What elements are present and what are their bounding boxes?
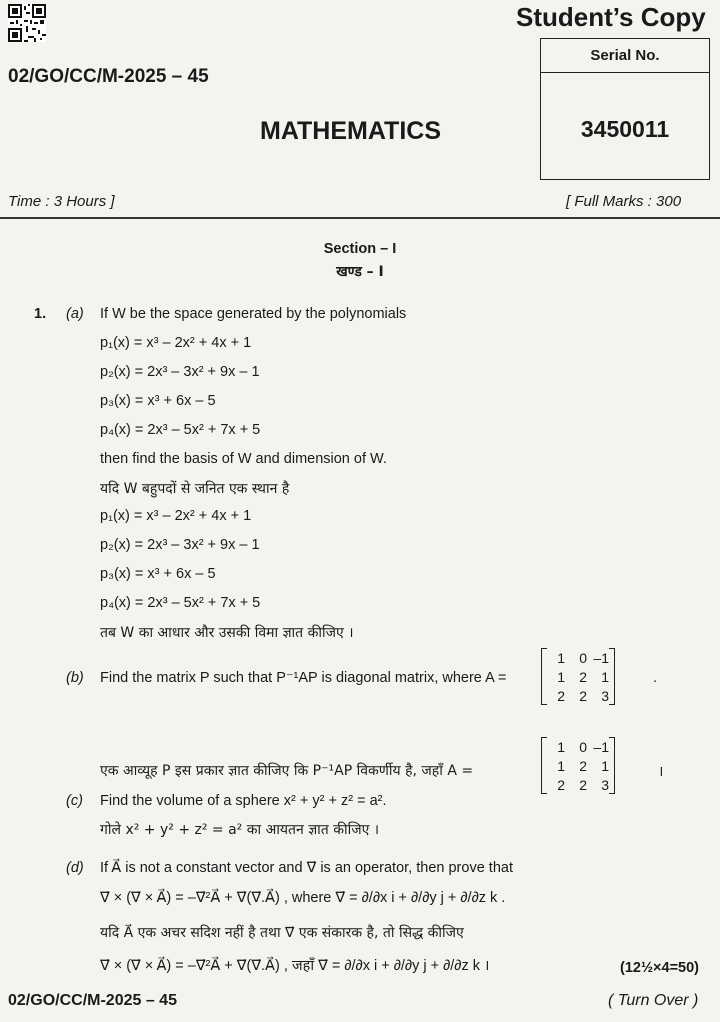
part-a-intro-hi: यदि W बहुपदों से जनित एक स्थान है (100, 481, 290, 497)
part-c-text-hi: गोले x² + y² + z² = a² का आयतन ज्ञात कीजिए । (100, 822, 380, 838)
matrix-cell: 2 (557, 776, 565, 793)
footer-paper-code: 02/GO/CC/M-2025 – 45 (8, 992, 177, 1009)
part-d-formula-en: ∇⃗ × (∇⃗ × A⃗) = –∇⃗²A⃗ + ∇⃗(∇⃗.A⃗) , where ∇⃗ = ∂/∂x i + ∂/∂y j + ∂/∂z k . (100, 890, 506, 906)
serial-box (540, 38, 710, 180)
part-b-text-hi: एक आव्यूह P इस प्रकार ज्ञात कीजिए कि P⁻¹AP विकर्णीय है, जहाँ A = (100, 763, 474, 779)
matrix-cell: 1 (557, 668, 565, 685)
matrix-cell: 2 (579, 776, 587, 793)
matrix-cell: 2 (579, 668, 587, 685)
part-d-text-hi: यदि A⃗ एक अचर सदिश नहीं है तथा ∇⃗ एक संकारक है, तो सिद्ध कीजिए (100, 925, 464, 941)
poly-1-hi: p₁(x) = x³ – 2x² + 4x + 1 (100, 508, 252, 524)
matrix-cell: 0 (579, 649, 587, 666)
matrix-cell: 2 (579, 757, 587, 774)
poly-3-hi: p₃(x) = x³ + 6x – 5 (100, 566, 216, 582)
poly-2-en: p₂(x) = 2x³ – 3x² + 9x – 1 (100, 364, 260, 380)
section-title-en: Section – I (323, 241, 397, 257)
part-a-ask-en: then find the basis of W and dimension of W. (100, 451, 387, 467)
matrix-a-hi (545, 737, 611, 794)
matrix-cell: 3 (601, 687, 609, 704)
header-rule (0, 217, 720, 219)
serial-number: 3450011 (580, 116, 670, 142)
time-allowed: Time : 3 Hours ] (8, 193, 115, 210)
matrix-cell: 3 (601, 776, 609, 793)
matrix-a-en (545, 648, 611, 705)
matrix-cell: 1 (557, 738, 565, 755)
poly-4-en: p₄(x) = 2x³ – 5x² + 7x + 5 (100, 422, 261, 438)
part-c-text-en: Find the volume of a sphere x² + y² + z² = a². (100, 793, 387, 809)
full-marks: [ Full Marks : 300 (566, 193, 682, 210)
matrix-cell: 2 (579, 687, 587, 704)
part-a-intro-en: If W be the space generated by the polynomials (100, 306, 407, 322)
qr-code (8, 4, 46, 42)
section-title-hi: खण्ड – I (336, 264, 384, 280)
copy-label: Student’s Copy (516, 2, 706, 32)
matrix-cell: –1 (593, 738, 609, 755)
part-b-text-en: Find the matrix P such that P⁻¹AP is diagonal matrix, where A = (100, 670, 507, 686)
part-d-text-en: If A⃗ is not a constant vector and ∇⃗ is an operator, then prove that (100, 860, 513, 876)
matrix-cell: 1 (557, 649, 565, 666)
part-b-label: (b) (66, 670, 84, 686)
poly-3-en: p₃(x) = x³ + 6x – 5 (100, 393, 216, 409)
matrix-cell: 1 (601, 668, 609, 685)
part-b-end-en: . (653, 670, 658, 686)
poly-2-hi: p₂(x) = 2x³ – 3x² + 9x – 1 (100, 537, 260, 553)
question-number: 1. (34, 306, 47, 322)
turn-over: ( Turn Over ) (608, 992, 699, 1009)
paper-code: 02/GO/CC/M-2025 – 45 (8, 66, 209, 87)
matrix-cell: –1 (593, 649, 609, 666)
part-a-ask-hi: तब W का आधार और उसकी विमा ज्ञात कीजिए । (100, 625, 354, 641)
part-c-label: (c) (66, 793, 83, 809)
matrix-cell: 1 (601, 757, 609, 774)
matrix-cell: 1 (557, 757, 565, 774)
matrix-cell: 2 (557, 687, 565, 704)
poly-1-en: p₁(x) = x³ – 2x² + 4x + 1 (100, 335, 252, 351)
serial-label: Serial No. (541, 39, 709, 73)
part-d-formula-hi: ∇⃗ × (∇⃗ × A⃗) = –∇⃗²A⃗ + ∇⃗(∇⃗.A⃗) , जहाँ ∇⃗ = ∂/∂x i + ∂/∂y j + ∂/∂z k । (100, 958, 490, 974)
part-a-label: (a) (66, 306, 84, 322)
poly-4-hi: p₄(x) = 2x³ – 5x² + 7x + 5 (100, 595, 261, 611)
subject-title: MATHEMATICS (260, 117, 441, 145)
part-d-label: (d) (66, 860, 84, 876)
part-b-end-hi: । (658, 764, 664, 780)
marks-allocation: (12½×4=50) (620, 960, 700, 976)
matrix-cell: 0 (579, 738, 587, 755)
